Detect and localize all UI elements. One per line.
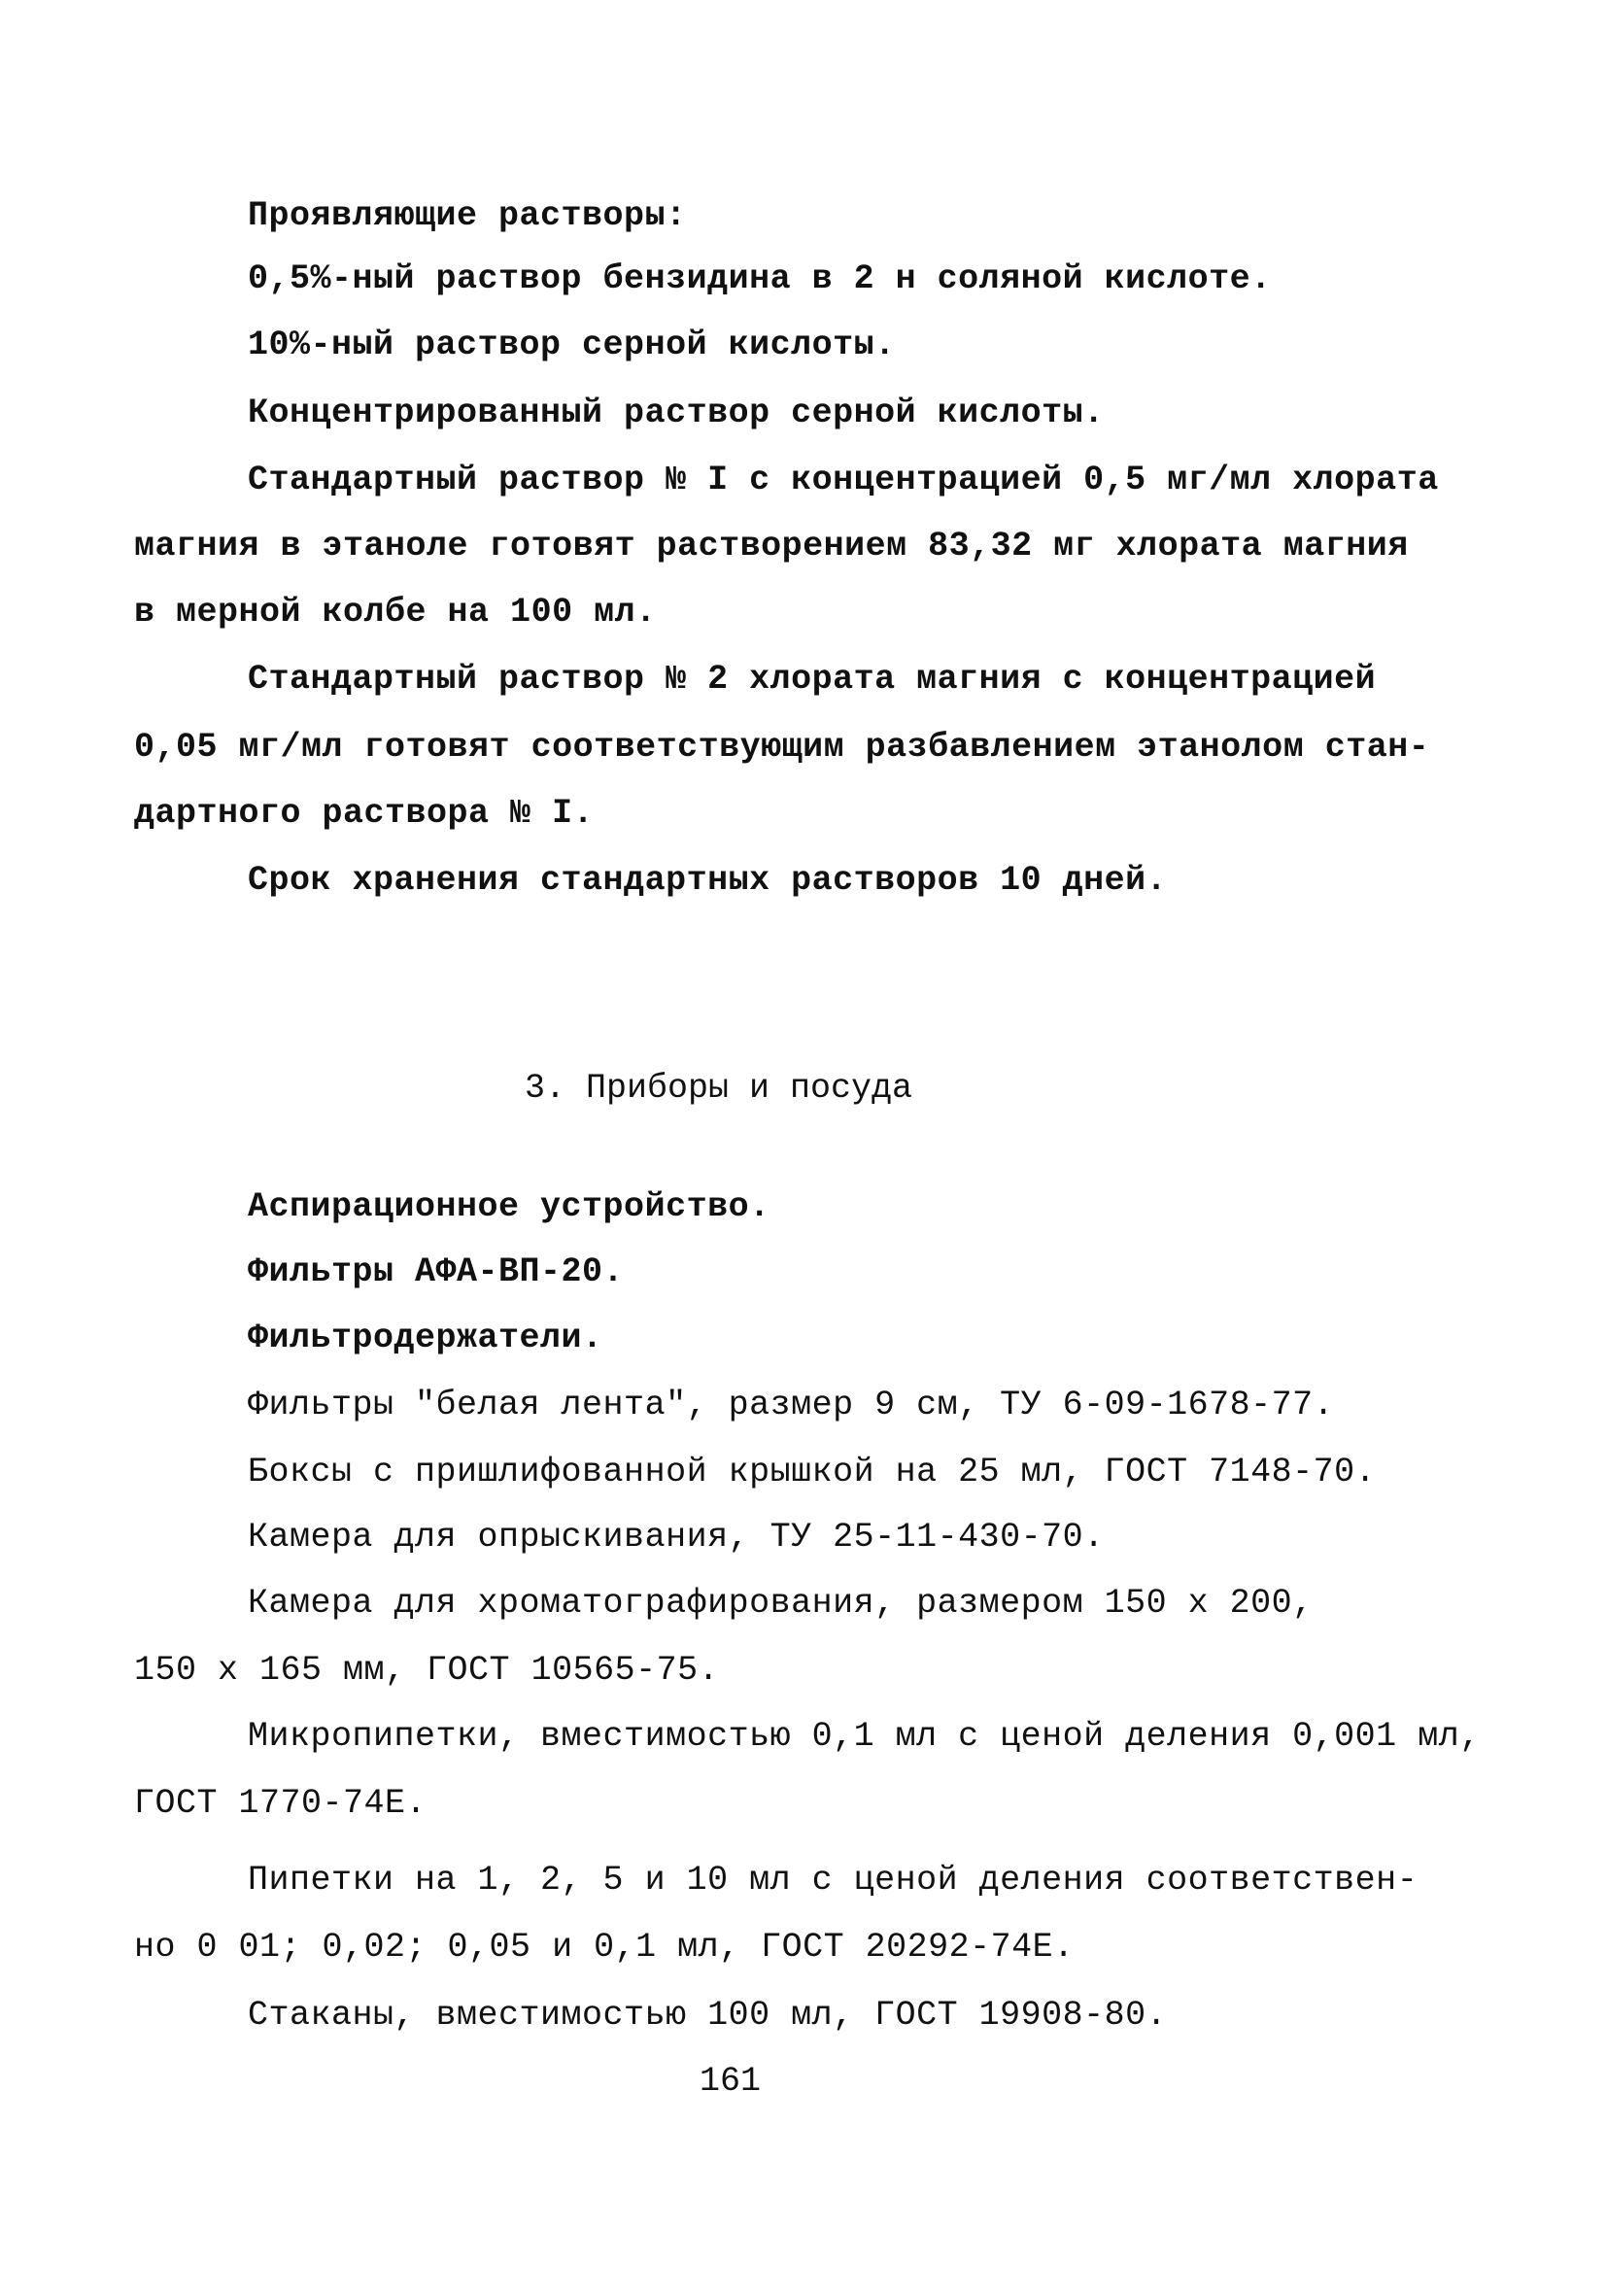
text-line: 0,05 мг/мл готовят соответствующим разбавлением этанолом стан- xyxy=(134,728,1430,767)
text-line: Камера для опрыскивания, ТУ 25-11-430-70. xyxy=(248,1518,1105,1557)
text-line: Стандартный раствор № 2 хлората магния с концентрацией xyxy=(248,660,1377,699)
text-line: ГОСТ 1770-74Е. xyxy=(134,1784,427,1823)
text-line: 10%-ный раствор серной кислоты. xyxy=(248,326,896,364)
text-line: магния в этаноле готовят растворением 83,32 мг хлората магния xyxy=(134,527,1409,565)
text-line: Срок хранения стандартных растворов 10 дней. xyxy=(248,861,1168,900)
text-line: Боксы с пришлифованной крышкой на 25 мл, ГОСТ 7148-70. xyxy=(248,1453,1377,1491)
text-line: 150 х 165 мм, ГОСТ 10565-75. xyxy=(134,1651,720,1690)
text-line: 0,5%-ный раствор бензидина в 2 н соляной кислоте. xyxy=(248,259,1272,298)
text-line: Аспирационное устройство. xyxy=(248,1187,770,1226)
text-line: Стаканы, вместимостью 100 мл, ГОСТ 19908-80. xyxy=(248,1996,1168,2035)
text-line: в мерной колбе на 100 мл. xyxy=(134,593,657,632)
text-line: Камера для хроматографирования, размером 150 х 200, xyxy=(248,1584,1314,1623)
text-line: Проявляющие растворы: xyxy=(248,196,687,235)
page-number: 161 xyxy=(700,2062,762,2101)
text-line: дартного раствора № I. xyxy=(134,794,595,833)
text-line: Фильтры АФА-ВП-20. xyxy=(248,1252,625,1291)
text-line: Стандартный раствор № I с концентрацией 0,5 мг/мл хлората xyxy=(248,461,1439,499)
section-heading: 3. Приборы и посуда xyxy=(525,1069,913,1108)
text-line: Концентрированный раствор серной кислоты. xyxy=(248,394,1105,432)
text-line: но 0 01; 0,02; 0,05 и 0,1 мл, ГОСТ 20292-74Е. xyxy=(134,1928,1075,1967)
text-line: Фильтродержатели. xyxy=(248,1319,603,1357)
text-line: Пипетки на 1, 2, 5 и 10 мл с ценой деления соответствен- xyxy=(248,1861,1419,1900)
text-line: Микропипетки, вместимостью 0,1 мл с ценой деления 0,001 мл, xyxy=(248,1717,1481,1756)
text-line: Фильтры "белая лента", размер 9 см, ТУ 6-09-1678-77. xyxy=(248,1386,1335,1424)
